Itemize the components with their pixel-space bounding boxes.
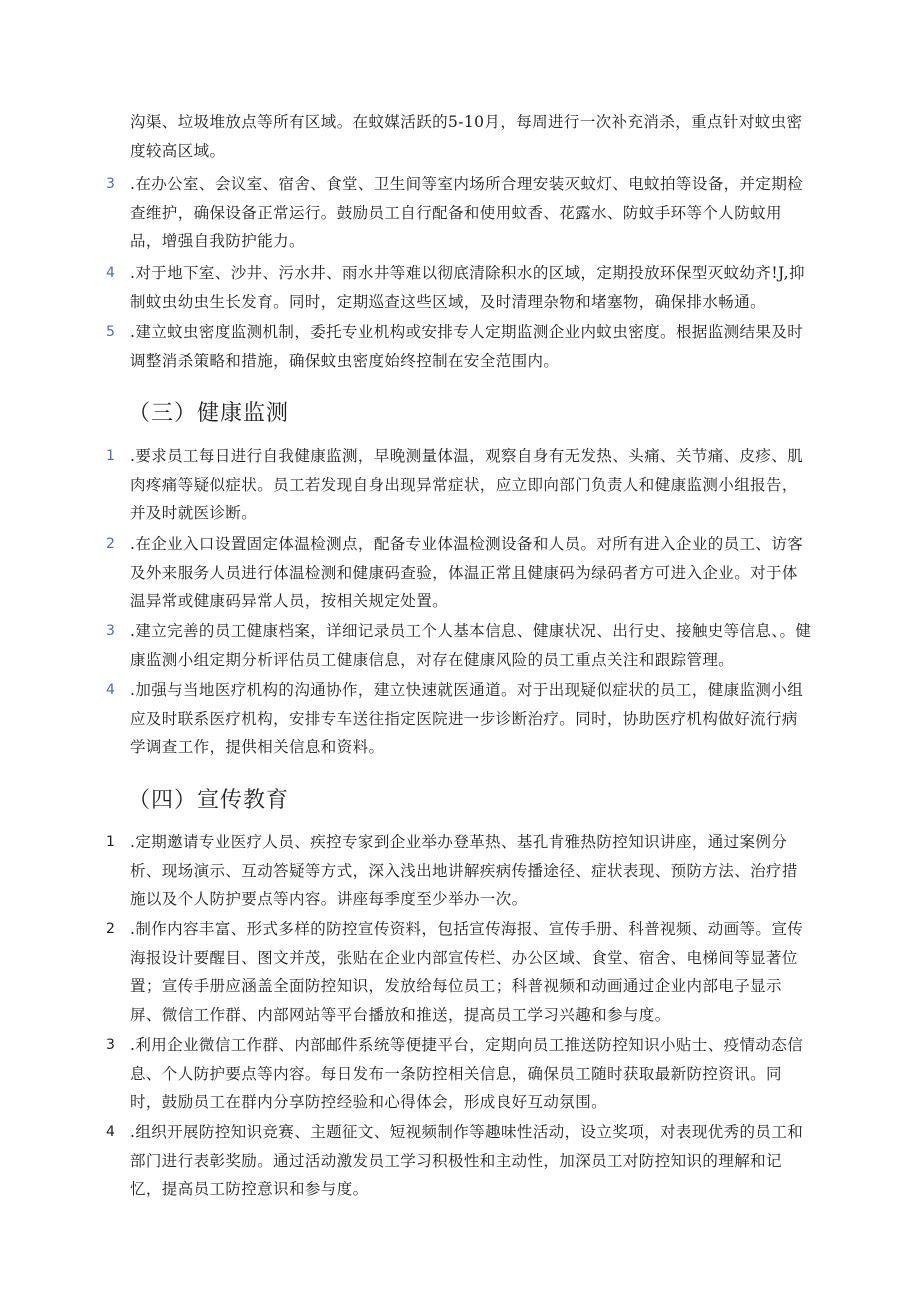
list-number: 5 [106, 324, 116, 340]
list-text: .在办公室、会议室、宿舍、食堂、卫生间等室内场所合理安装灭蚊灯、电蚊拍等设备，并定期检查维护，确保设备正常运行。鼓励员工自行配备和使用蚊香、花露水、防蚊手环等个人防蚊用品，增强自我防护能力。 [130, 175, 804, 250]
list-number: 3 [106, 623, 116, 639]
list-number: 2 [106, 921, 116, 937]
list-number: 1 [106, 448, 116, 464]
list-item [106, 617, 812, 674]
list-number: 1 [106, 834, 116, 850]
list-text: .要求员工每日进行自我健康监测，早晚测量体温，观察自身有无发热、头痛、关节痛、皮疹、肌肉疼痛等疑似症状。员工若发现自身出现异常症状，应立即向部门负责人和健康监测小组报告，并及时就医诊断。 [130, 447, 804, 522]
list-item [106, 442, 812, 528]
list-text: .定期邀请专业医疗人员、疾控专家到企业举办登革热、基孔肯雅热防控知识讲座，通过案例分析、现场演示、互动答疑等方式，深入浅出地讲解疾病传播途径、症状表现、预防方法、治疗措施以及个人防护要点等内容。讲座每季度至少举办一次。 [130, 833, 798, 908]
section-heading-publicity-education: （四）宣传教育 [128, 788, 290, 813]
list-number: 4 [106, 1124, 116, 1140]
list-text: .在企业入口设置固定体温检测点，配备专业体温检测设备和人员。对所有进入企业的员工、访客及外来服务人员进行体温检测和健康码查验，体温正常且健康码为绿码者方可进入企业。对于体温异常或健康码异常人员，按相关规定处置。 [130, 535, 804, 610]
list-item [106, 828, 812, 914]
list-item [106, 259, 812, 316]
list-number: 3 [106, 176, 116, 192]
list-item [106, 530, 812, 616]
list-text: .对于地下室、沙井、污水井、雨水井等难以彻底清除积水的区域，定期投放环保型灭蚊幼齐!J,抑制蚊虫幼虫生长发育。同时，定期巡查这些区域，及时清理杂物和堵塞物，确保排水畅通。 [130, 264, 805, 311]
list-item [106, 318, 812, 375]
list-text: .加强与当地医疗机构的沟通协作，建立快速就医通道。对于出现疑似症状的员工，健康监测小组应及时联系医疗机构，安排专车送往指定医院进一步诊断治疗。同时，协助医疗机构做好流行病学调查工作，提供相关信息和资料。 [130, 681, 804, 756]
intro-continuation: 沟渠、垃圾堆放点等所有区域。在蚊媒活跃的5-10月，每周进行一次补充消杀，重点针对蚊虫密度较高区域。 [130, 113, 803, 160]
list-number: 4 [106, 682, 116, 698]
list-item [106, 676, 812, 762]
list-number: 3 [106, 1037, 116, 1053]
list-text: .制作内容丰富、形式多样的防控宣传资料，包括宣传海报、宣传手册、科普视频、动画等。宣传海报设计要醒目、图文并茂，张贴在企业内部宣传栏、办公区域、食堂、宿舍、电梯间等显著位置；宣传手册应涵盖全面防控知识，发放给每位员工；科普视频和动画通过企业内部电子显示屏、微信工作群、内部网站等平台播放和推送，提高员工学习兴趣和参与度。 [130, 920, 804, 1024]
list-item [106, 1031, 812, 1117]
list-item [106, 915, 812, 1029]
list-number: 2 [106, 536, 116, 552]
list-text: .建立蚊虫密度监测机制，委托专业机构或安排专人定期监测企业内蚊虫密度。根据监测结果及时调整消杀策略和措施，确保蚊虫密度始终控制在安全范围内。 [130, 323, 804, 370]
list-text: .利用企业微信工作群、内部邮件系统等便捷平台，定期向员工推送防控知识小贴士、疫情动态信息、个人防护要点等内容。每日发布一条防控相关信息，确保员工随时获取最新防控资讯。同时，鼓励员工在群内分享防控经验和心得体会，形成良好互动氛围。 [130, 1036, 804, 1111]
list-item [106, 1118, 812, 1204]
list-text: .组织开展防控知识竞赛、主题征文、短视频制作等趣味性活动，设立奖项，对表现优秀的员工和部门进行表彰奖励。通过活动激发员工学习积极性和主动性，加深员工对防控知识的理解和记忆，提高员工防控意识和参与度。 [130, 1123, 804, 1198]
section-heading-health-monitoring: （三）健康监测 [128, 401, 290, 426]
list-item [106, 170, 812, 256]
list-number: 4 [106, 265, 116, 281]
list-text: .建立完善的员工健康档案，详细记录员工个人基本信息、健康状况、出行史、接触史等信息、。健康监测小组定期分析评估员工健康信息，对存在健康风险的员工重点关注和跟踪管理。 [130, 622, 812, 669]
